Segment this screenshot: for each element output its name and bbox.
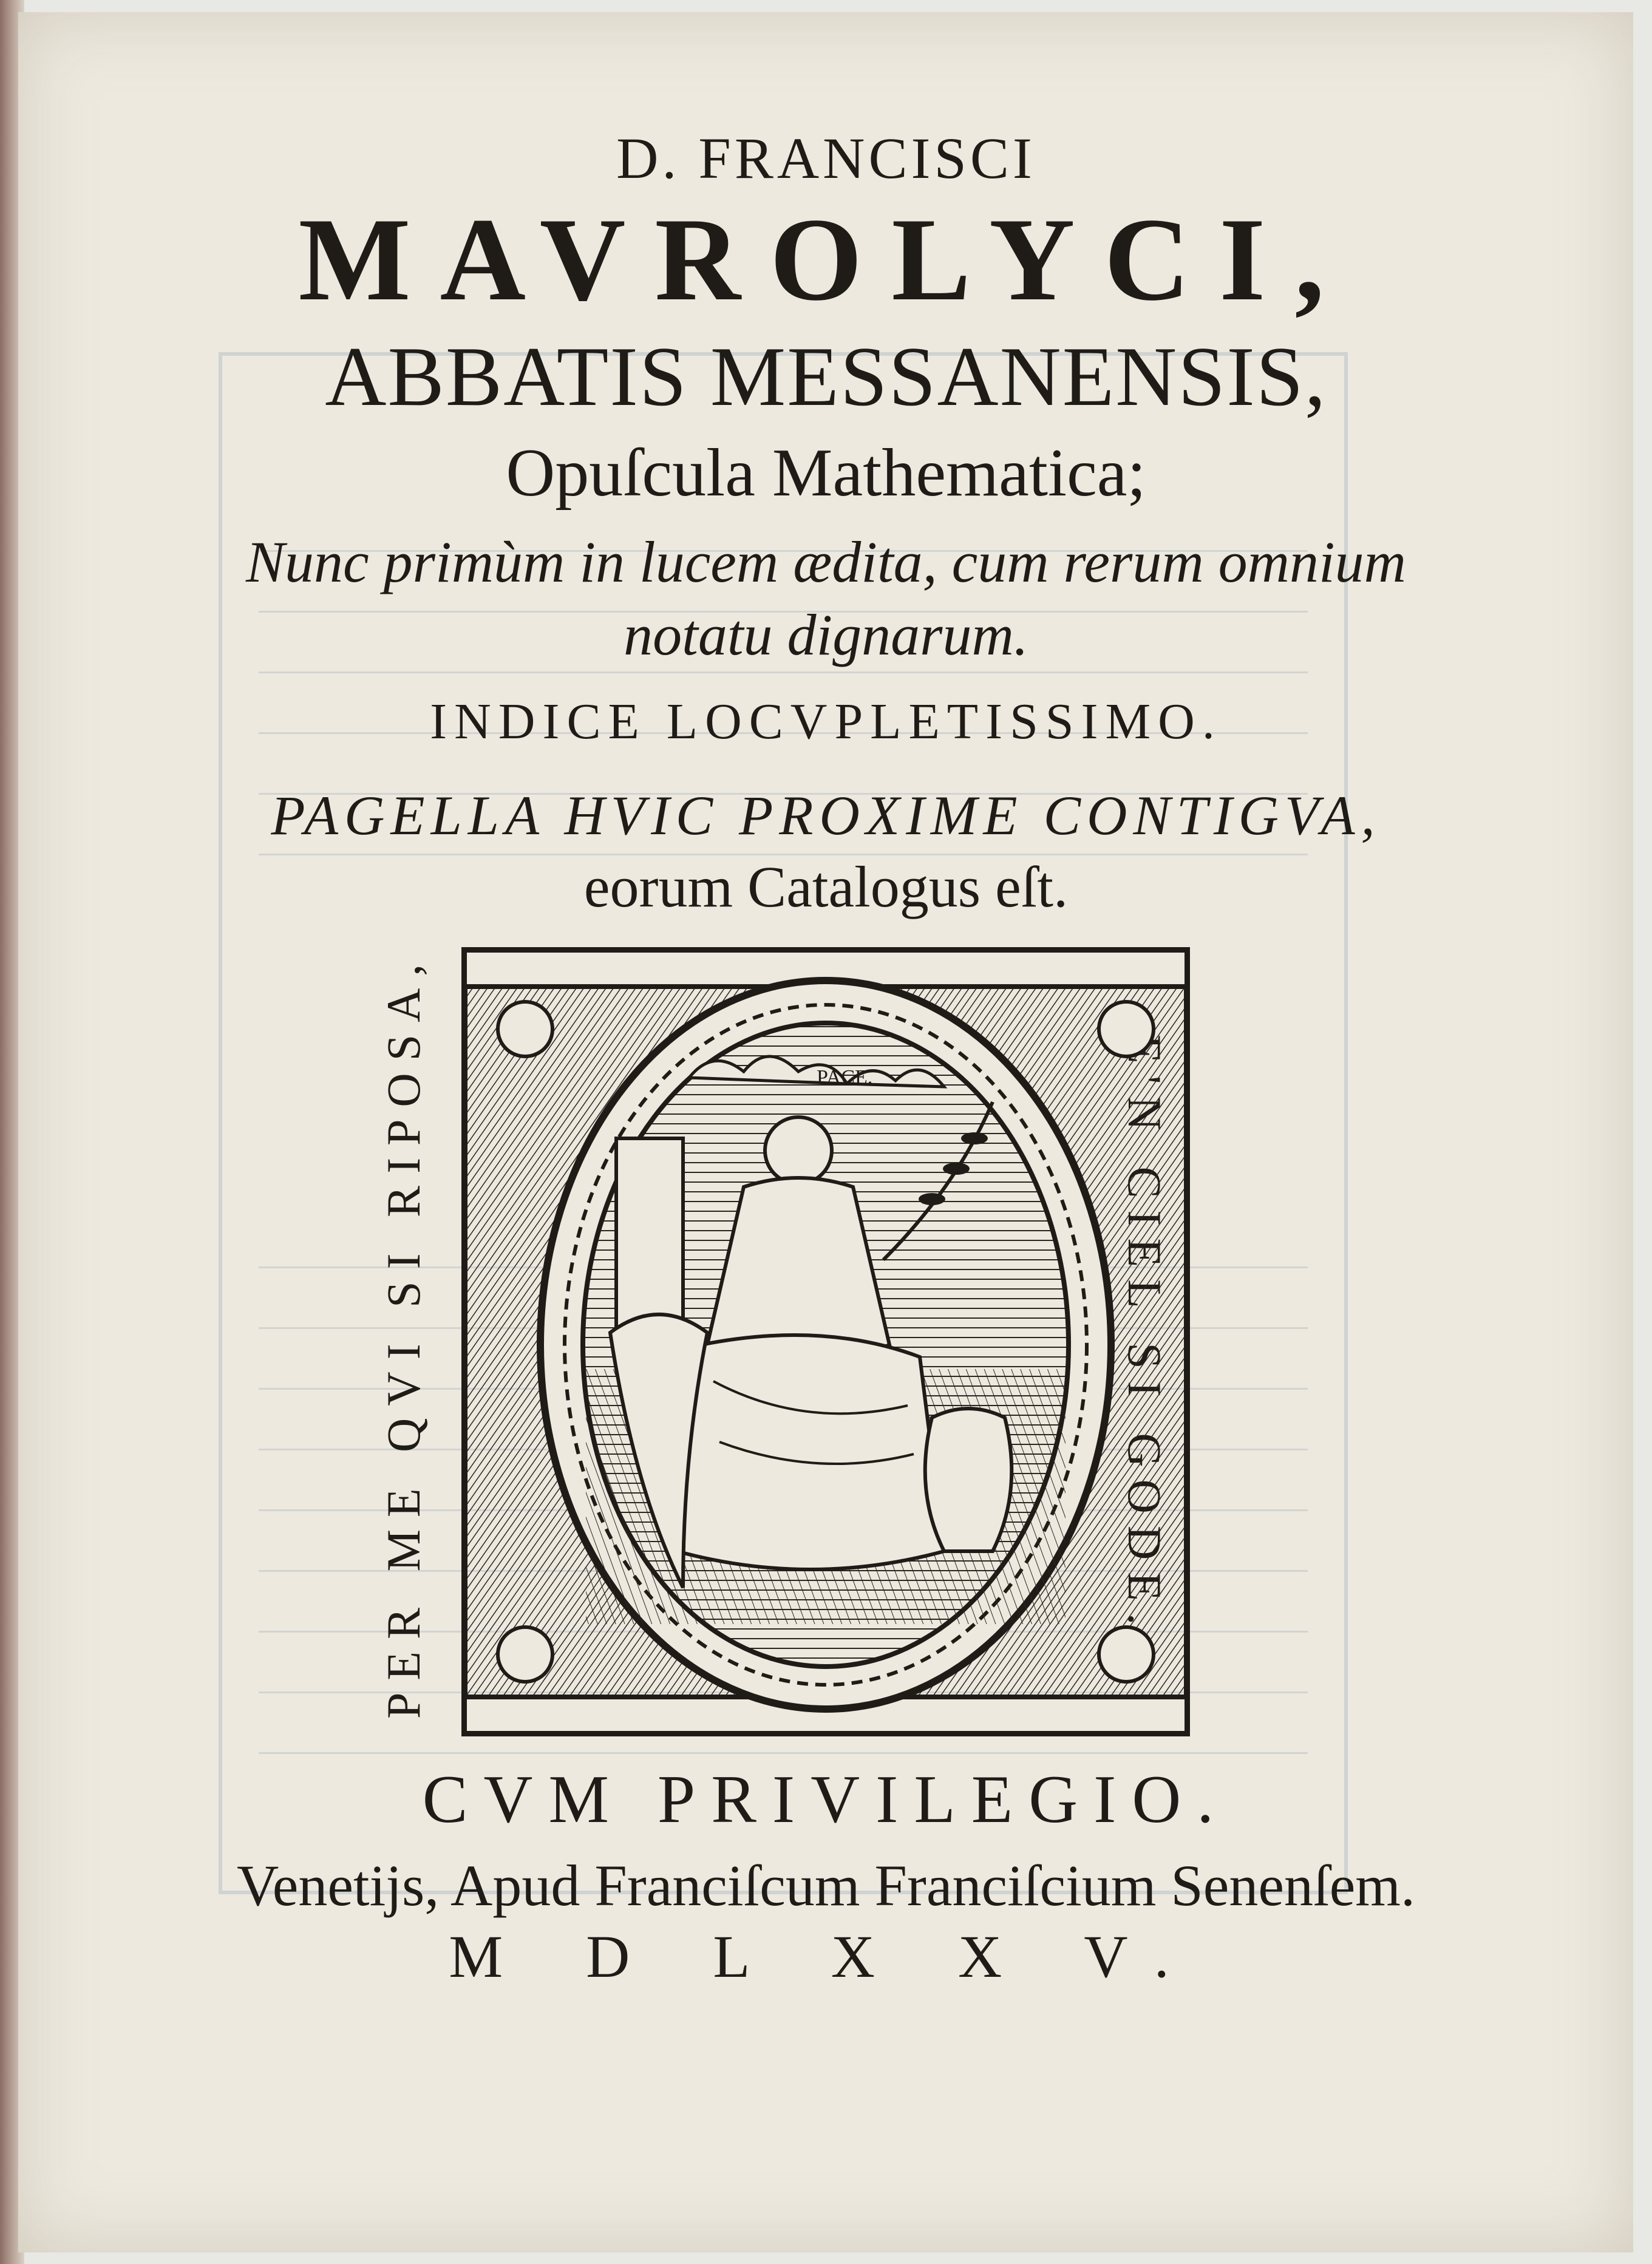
printers-device-woodcut [458, 944, 1193, 1739]
work-title: Opuſcula Mathematica; [506, 435, 1146, 511]
author-prefix: D. FRANCISCI [616, 126, 1036, 191]
catalog-line-1: PAGELLA HVIC PROXIME CONTIGVA, [271, 784, 1381, 846]
subtitle-line-2: notatu dignarum. [624, 602, 1028, 667]
imprint-line: Venetijs, Apud Franciſcum Franciſcium Senenſem. [237, 1853, 1415, 1918]
year-line: M D L X X V. [449, 1923, 1203, 1990]
catalog-line-2: eorum Catalogus eſt. [583, 854, 1069, 919]
index-line: INDICE LOCVPLETISSIMO. [430, 693, 1222, 750]
privilege-line: CVM PRIVILEGIO. [422, 1762, 1230, 1837]
author-title: ABBATIS MESSANENSIS, [325, 330, 1327, 424]
motto-left: PER ME QVI SI RIPOSA, [377, 952, 430, 1719]
device-banner: PACE. [817, 1066, 873, 1089]
author-name: MAVROLYCI, [298, 194, 1354, 325]
subtitle-line-1: Nunc primùm in lucem ædita, cum rerum omnium [246, 529, 1406, 594]
